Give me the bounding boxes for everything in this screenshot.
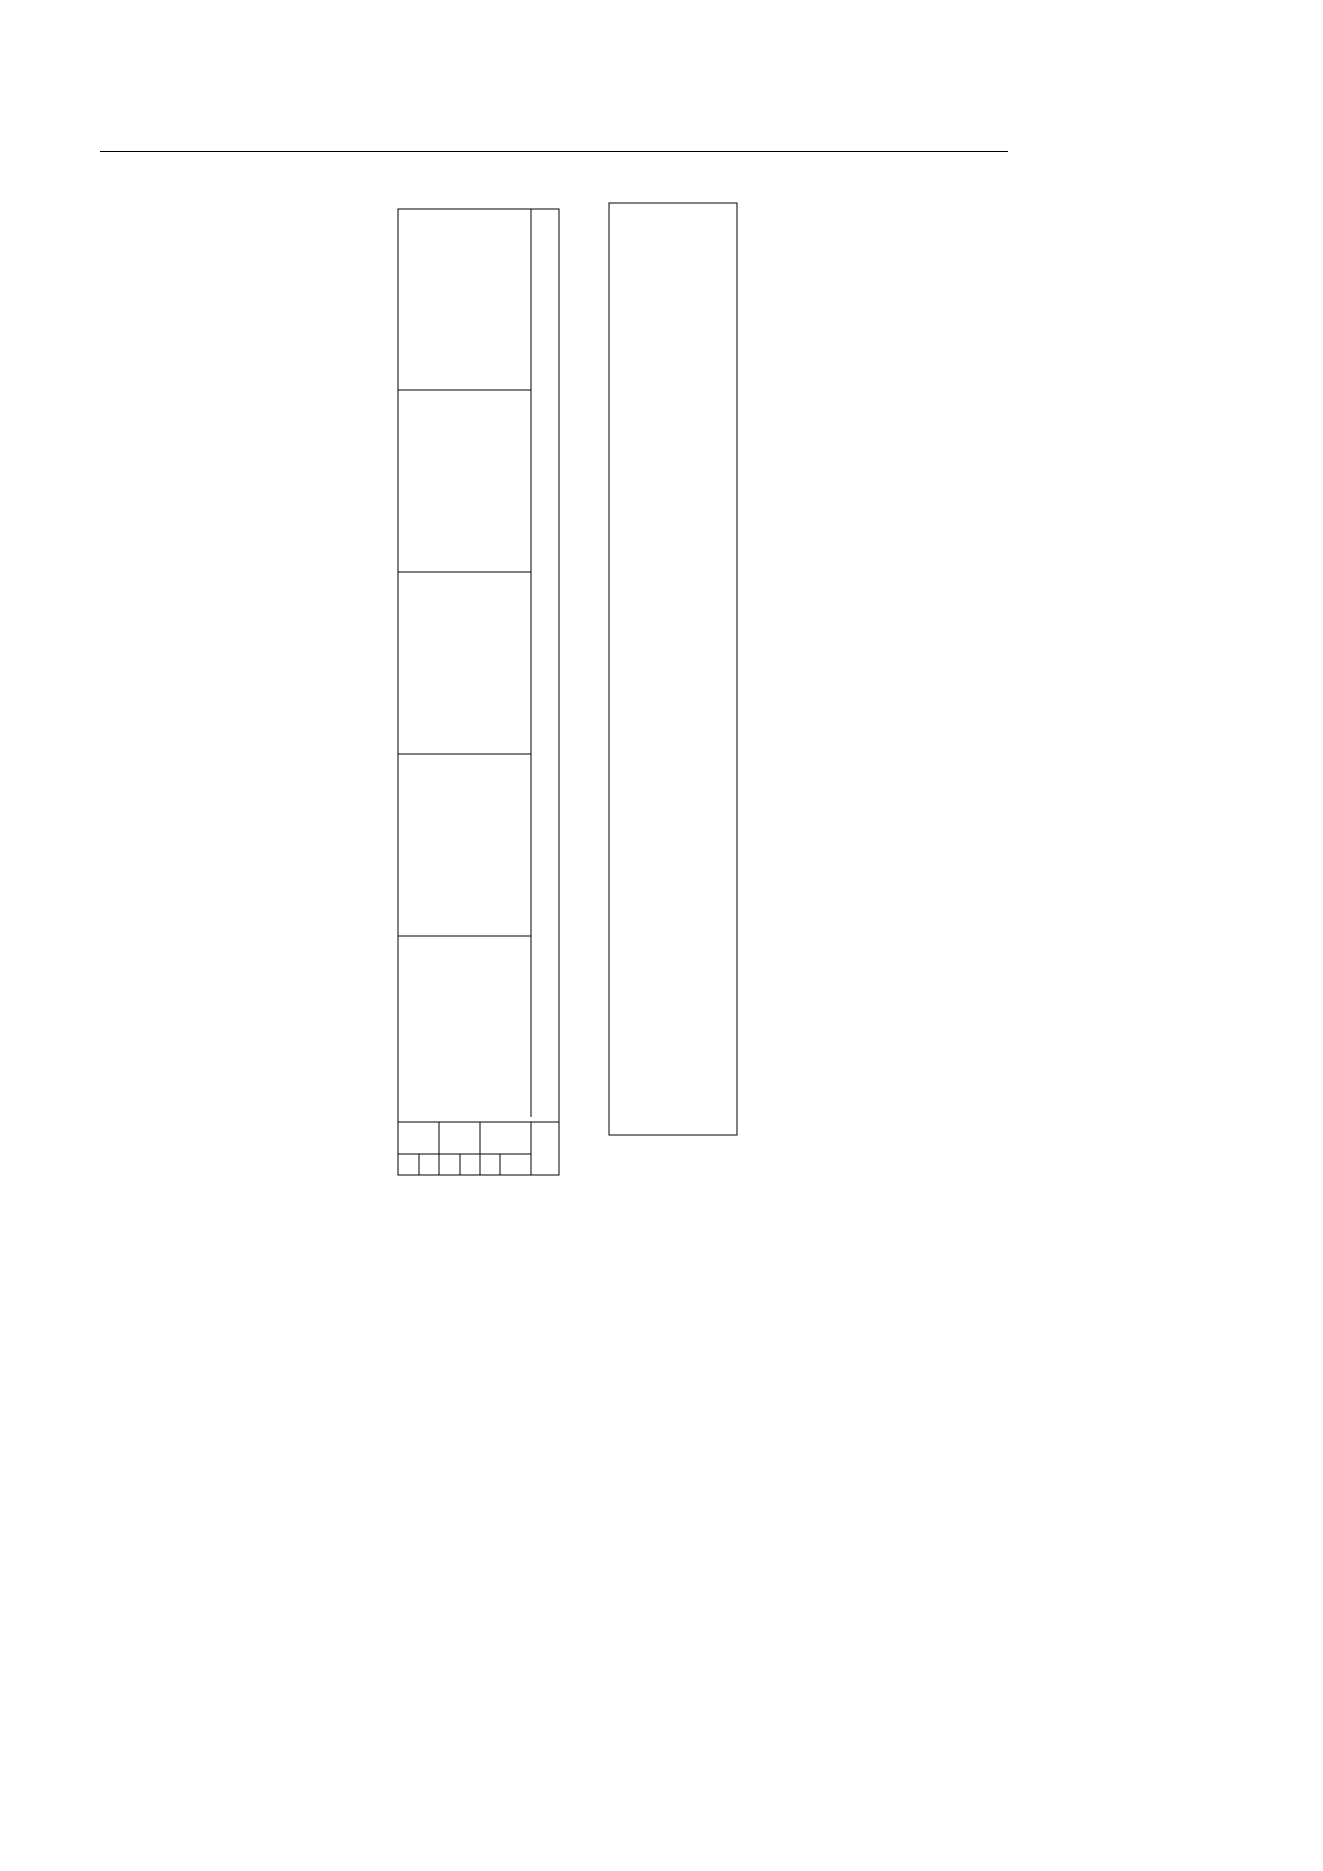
- power-panel: [398, 1122, 559, 1175]
- fuse-junction-panel: [609, 203, 737, 1135]
- controller-box: [398, 209, 559, 1122]
